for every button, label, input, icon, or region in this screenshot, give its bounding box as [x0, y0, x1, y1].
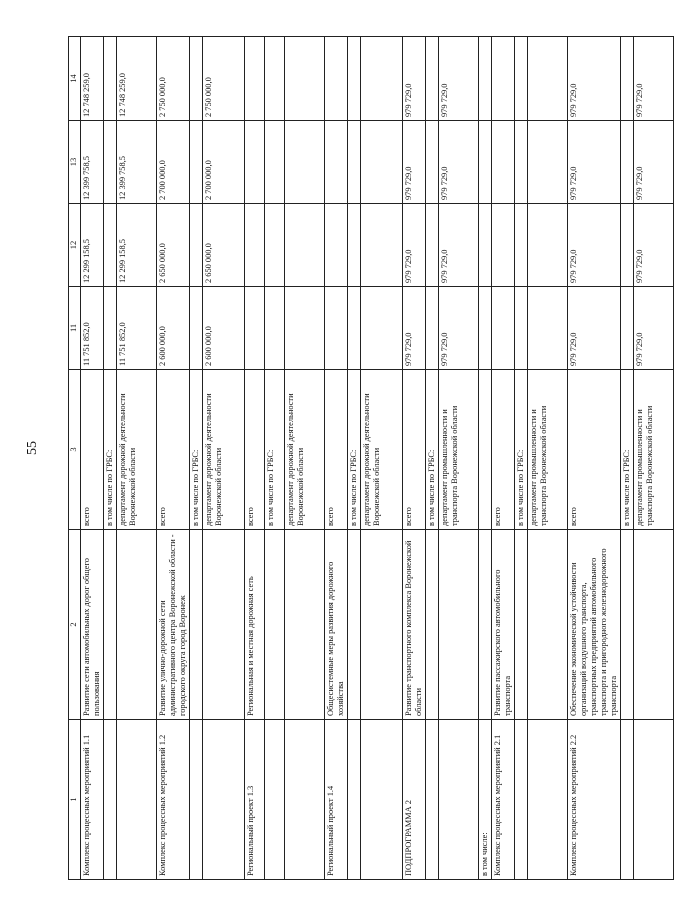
table-body	[69, 37, 674, 880]
value-cell: 979 729,0	[403, 287, 426, 370]
table-row	[190, 37, 203, 880]
item-name-cell: Развитие сети автомобильных дорог общего пользования	[81, 530, 104, 720]
funding-source-cell: в том числе по ГРБС:	[426, 370, 439, 530]
value-cell	[325, 204, 348, 287]
value-cell	[479, 204, 492, 287]
value-cell: 2 600 000,0	[203, 287, 245, 370]
value-cell	[426, 204, 439, 287]
header-cell: 2	[69, 530, 81, 720]
table-row	[348, 37, 361, 880]
item-code-cell	[265, 720, 285, 880]
item-name-cell	[621, 530, 634, 720]
value-cell	[528, 121, 568, 204]
header-row	[69, 37, 81, 880]
value-cell	[528, 37, 568, 121]
item-name-cell	[348, 530, 361, 720]
value-cell	[348, 121, 361, 204]
value-cell: 979 729,0	[403, 121, 426, 204]
funding-source-cell: в том числе по ГРБС:	[104, 370, 117, 530]
value-cell	[361, 204, 403, 287]
value-cell: 979 729,0	[568, 37, 621, 121]
item-name-cell: Региональная и местная дорожная сеть	[245, 530, 265, 720]
value-cell	[245, 121, 265, 204]
item-code-cell	[104, 720, 117, 880]
item-code-cell: в том числе:	[479, 720, 492, 880]
value-cell	[492, 287, 515, 370]
table-row	[285, 37, 325, 880]
value-cell: 12 399 758,5	[117, 121, 157, 204]
value-cell	[348, 204, 361, 287]
table-row	[528, 37, 568, 880]
value-cell: 2 600 000,0	[157, 287, 190, 370]
value-cell	[245, 204, 265, 287]
item-code-cell: Региональный проект 1.4	[325, 720, 348, 880]
value-cell	[479, 287, 492, 370]
funding-source-cell: департамент дорожной деятельности Воронежской области	[117, 370, 157, 530]
item-name-cell	[528, 530, 568, 720]
value-cell: 2 750 000,0	[203, 37, 245, 121]
funding-source-cell: департамент дорожной деятельности Воронежской области	[285, 370, 325, 530]
value-cell: 12 399 758,5	[81, 121, 104, 204]
item-name-cell	[361, 530, 403, 720]
value-cell	[190, 287, 203, 370]
value-cell	[285, 204, 325, 287]
value-cell: 979 729,0	[634, 37, 674, 121]
value-cell: 979 729,0	[439, 287, 479, 370]
item-name-cell	[479, 530, 492, 720]
item-name-cell: Развитие улично-дорожной сети административного центра Воронежской области - городского округа город Воронеж	[157, 530, 190, 720]
value-cell: 979 729,0	[634, 287, 674, 370]
value-cell: 2 700 000,0	[157, 121, 190, 204]
funding-source-cell: в том числе по ГРБС:	[265, 370, 285, 530]
table-row	[325, 37, 348, 880]
table-row	[157, 37, 190, 880]
value-cell: 979 729,0	[634, 121, 674, 204]
funding-source-cell: в том числе по ГРБС:	[515, 370, 528, 530]
value-cell: 2 650 000,0	[203, 204, 245, 287]
value-cell	[492, 37, 515, 121]
header-cell: 1	[69, 720, 81, 880]
item-name-cell: Общесистемные меры развития дорожного хозяйства	[325, 530, 348, 720]
item-code-cell	[426, 720, 439, 880]
table-row	[361, 37, 403, 880]
funding-source-cell: департамент дорожной деятельности Воронежской области	[203, 370, 245, 530]
value-cell	[515, 287, 528, 370]
header-cell: 12	[69, 204, 81, 287]
table-row	[439, 37, 479, 880]
value-cell	[325, 121, 348, 204]
item-name-cell	[426, 530, 439, 720]
table-row	[568, 37, 621, 880]
item-code-cell	[515, 720, 528, 880]
funding-source-cell: департамент промышленности и транспорта Воронежской области	[634, 370, 674, 530]
item-code-cell: Комплекс процессных мероприятий 2.1	[492, 720, 515, 880]
value-cell	[285, 121, 325, 204]
budget-table	[68, 36, 674, 880]
value-cell	[621, 37, 634, 121]
value-cell	[265, 204, 285, 287]
item-name-cell: Развитие транспортного комплекса Воронежской области	[403, 530, 426, 720]
table-row	[515, 37, 528, 880]
value-cell: 979 729,0	[439, 204, 479, 287]
item-name-cell	[117, 530, 157, 720]
table-row	[634, 37, 674, 880]
value-cell: 979 729,0	[568, 121, 621, 204]
table-row	[265, 37, 285, 880]
value-cell: 979 729,0	[568, 287, 621, 370]
value-cell: 12 299 158,5	[117, 204, 157, 287]
value-cell	[104, 204, 117, 287]
item-code-cell: Региональный проект 1.3	[245, 720, 265, 880]
value-cell	[265, 37, 285, 121]
funding-source-cell: департамент дорожной деятельности Воронежской области	[361, 370, 403, 530]
item-name-cell	[265, 530, 285, 720]
funding-source-cell: в том числе по ГРБС:	[348, 370, 361, 530]
value-cell	[621, 121, 634, 204]
table-row	[203, 37, 245, 880]
value-cell	[104, 287, 117, 370]
value-cell: 12 748 259,0	[117, 37, 157, 121]
item-code-cell	[621, 720, 634, 880]
funding-source-cell: департамент промышленности и транспорта Воронежской области	[439, 370, 479, 530]
funding-source-cell	[479, 370, 492, 530]
header-cell: 14	[69, 37, 81, 121]
item-code-cell	[439, 720, 479, 880]
header-cell: 11	[69, 287, 81, 370]
item-name-cell	[285, 530, 325, 720]
value-cell	[621, 287, 634, 370]
item-name-cell: Обеспечение экономической устойчивости организаций воздушного транспорта, транспортных предприятий автомобильного транспорта и пригородного железнодорожного транспорта	[568, 530, 621, 720]
item-code-cell: ПОДПРОГРАММА 2	[403, 720, 426, 880]
value-cell	[492, 204, 515, 287]
item-name-cell	[634, 530, 674, 720]
item-code-cell	[203, 720, 245, 880]
item-code-cell: Комплекс процессных мероприятий 2.2	[568, 720, 621, 880]
value-cell	[285, 37, 325, 121]
value-cell: 979 729,0	[439, 37, 479, 121]
value-cell: 12 299 158,5	[81, 204, 104, 287]
value-cell	[426, 287, 439, 370]
value-cell: 2 750 000,0	[157, 37, 190, 121]
table-row	[104, 37, 117, 880]
funding-source-cell: всего	[568, 370, 621, 530]
value-cell: 979 729,0	[403, 37, 426, 121]
value-cell: 2 700 000,0	[203, 121, 245, 204]
value-cell: 2 650 000,0	[157, 204, 190, 287]
item-name-cell	[104, 530, 117, 720]
header-cell: 3	[69, 370, 81, 530]
value-cell	[426, 37, 439, 121]
item-name-cell: Развитие пассажирского автомобильного транспорта	[492, 530, 515, 720]
value-cell	[515, 121, 528, 204]
table-row	[426, 37, 439, 880]
table-row	[245, 37, 265, 880]
value-cell	[190, 37, 203, 121]
value-cell	[361, 287, 403, 370]
value-cell	[348, 37, 361, 121]
item-code-cell	[634, 720, 674, 880]
table-row	[492, 37, 515, 880]
value-cell	[621, 204, 634, 287]
value-cell: 979 729,0	[568, 204, 621, 287]
funding-source-cell: в том числе по ГРБС:	[190, 370, 203, 530]
funding-source-cell: департамент промышленности и транспорта Воронежской области	[528, 370, 568, 530]
item-code-cell	[190, 720, 203, 880]
item-name-cell	[515, 530, 528, 720]
funding-source-cell: всего	[81, 370, 104, 530]
funding-source-cell: всего	[157, 370, 190, 530]
value-cell: 979 729,0	[403, 204, 426, 287]
value-cell	[104, 37, 117, 121]
value-cell	[515, 204, 528, 287]
value-cell	[479, 37, 492, 121]
value-cell	[265, 121, 285, 204]
table-row	[117, 37, 157, 880]
item-name-cell	[190, 530, 203, 720]
funding-source-cell: всего	[403, 370, 426, 530]
funding-source-cell: всего	[245, 370, 265, 530]
item-name-cell	[203, 530, 245, 720]
page-number: 55	[25, 441, 40, 455]
value-cell	[528, 287, 568, 370]
item-code-cell: Комплекс процессных мероприятий 1.1	[81, 720, 104, 880]
value-cell	[190, 121, 203, 204]
value-cell	[265, 287, 285, 370]
item-code-cell: Комплекс процессных мероприятий 1.2	[157, 720, 190, 880]
value-cell	[348, 287, 361, 370]
item-code-cell	[117, 720, 157, 880]
funding-source-cell: в том числе по ГРБС:	[621, 370, 634, 530]
value-cell	[104, 121, 117, 204]
value-cell	[325, 287, 348, 370]
value-cell	[190, 204, 203, 287]
table-row	[621, 37, 634, 880]
value-cell	[325, 37, 348, 121]
value-cell	[426, 121, 439, 204]
item-code-cell	[285, 720, 325, 880]
value-cell	[515, 37, 528, 121]
header-cell: 13	[69, 121, 81, 204]
value-cell	[528, 204, 568, 287]
value-cell	[245, 37, 265, 121]
value-cell	[361, 37, 403, 121]
funding-source-cell: всего	[325, 370, 348, 530]
item-code-cell	[528, 720, 568, 880]
funding-source-cell: всего	[492, 370, 515, 530]
table-row	[81, 37, 104, 880]
value-cell: 11 751 852,0	[117, 287, 157, 370]
table-row	[479, 37, 492, 880]
value-cell: 11 751 852,0	[81, 287, 104, 370]
item-name-cell	[439, 530, 479, 720]
item-code-cell	[348, 720, 361, 880]
rotated-table-region	[68, 37, 654, 880]
value-cell: 12 748 259,0	[81, 37, 104, 121]
table-row	[403, 37, 426, 880]
value-cell: 979 729,0	[439, 121, 479, 204]
value-cell	[492, 121, 515, 204]
value-cell	[245, 287, 265, 370]
value-cell	[285, 287, 325, 370]
value-cell	[361, 121, 403, 204]
value-cell: 979 729,0	[634, 204, 674, 287]
item-code-cell	[361, 720, 403, 880]
value-cell	[479, 121, 492, 204]
